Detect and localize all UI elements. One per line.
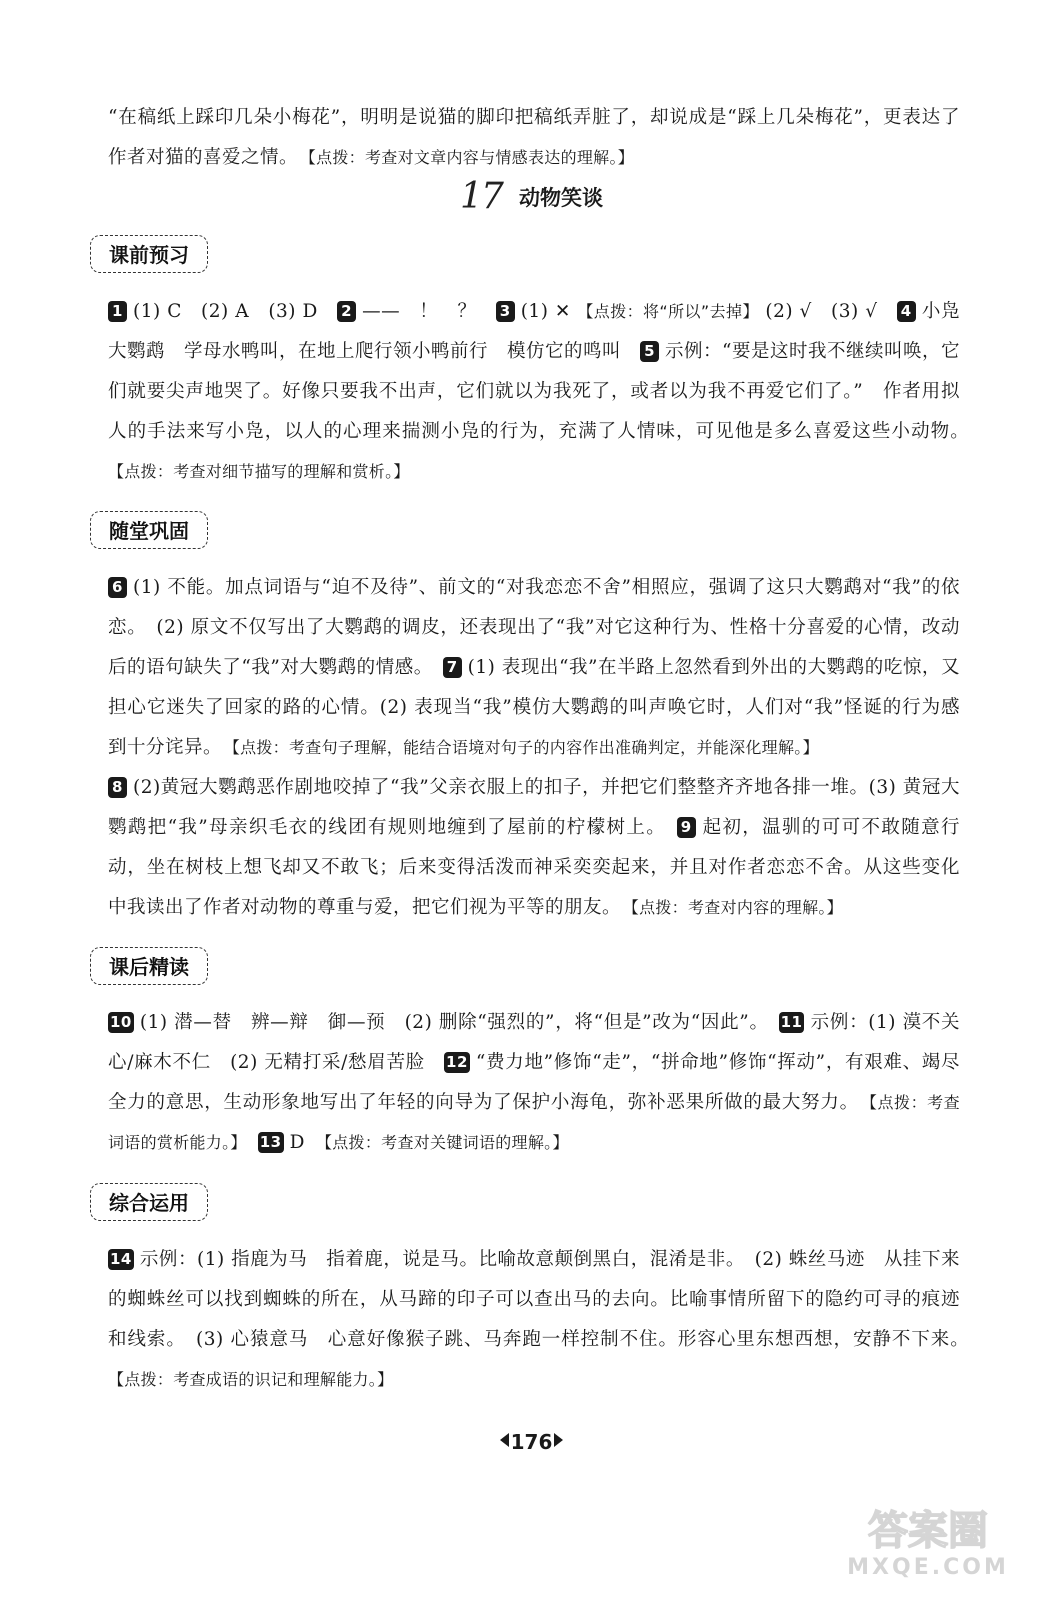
tip-note: 【点拨：考查成语的识记和理解能力。】: [108, 1370, 394, 1389]
question-number: 4: [897, 301, 916, 322]
question-number: 8: [108, 777, 127, 798]
svg-text:答案圈: 答案圈: [868, 1508, 988, 1554]
question-number: 9: [677, 817, 696, 838]
arrow-left-icon: [500, 1433, 509, 1447]
question-number: 6: [108, 577, 127, 598]
consolidate-answers-b: 8 (2)黄冠大鹦鹉恶作剧地咬掉了“我”父亲衣服上的扣子，并把它们整整齐齐地各排一堆。(3) 黄冠大鹦鹉把“我”母亲织毛衣的线团有规则地缠到了屋前的柠檬树上。 9 起初，温驯的可可不敢随意行动，坐在树枝上想飞却又不敢飞；后来变得活泼而神采奕奕起来，并且对作者恋恋不舍。从这些变化中我读出了作者对动物的尊重与爱，把它们视为平等的朋友。 【点拨：考查对内容的理解。】: [108, 777, 960, 918]
question-number: 11: [780, 1013, 803, 1031]
question-number: 5: [640, 341, 659, 362]
application-answers: 14 示例：(1) 指鹿为马 指着鹿，说是马。比喻故意颠倒黑白，混淆是非。 (2) 蛛丝马迹 从挂下来的蜘蛛丝可以找到蜘蛛的所在，从马蹄的印子可以查出马的去向。比喻事情所留下的隐约可寻的痕迹和线索。 (3) 心猿意马 心意好像猴子跳、马奔跑一样控制不住。形容心里东想西想，安静不下来。 【点拨：考查成语的识记和理解能力。】: [108, 1249, 960, 1389]
consolidate-answers-a: 6 (1) 不能。加点词语与“迫不及待”、前文的“对我恋恋不舍”相照应，强调了这只大鹦鹉对“我”的依恋。 (2) 原文不仅写出了大鹦鹉的调皮，还表现出了“我”对它这种行为、性格十分喜爱的心情，改动后的语句缺失了“我”对大鹦鹉的情感。 7 (1) 表现出“我”在半路上忽然看到外出的大鹦鹉的吃惊，又担心它迷失了回家的路的心情。(2) 表现当“我”模仿大鹦鹉的叫声唤它时，人们对“我”怪诞的行为感到十分诧异。 【点拨：考查句子理解，能结合语境对句子的内容作出准确判定，并能深化理解。】: [108, 577, 960, 758]
continued-answer: “在稿纸上踩印几朵小梅花”，明明是说猫的脚印把稿纸弄脏了，却说成是“踩上几朵梅花”，更表达了作者对猫的喜爱之情。 【点拨：考查对文章内容与情感表达的理解。】: [108, 107, 960, 168]
question-number: 10: [110, 1013, 132, 1031]
question-number: 13: [259, 1133, 282, 1151]
question-number: 12: [446, 1053, 468, 1071]
tip-note: 【点拨：考查对细节描写的理解和赏析。】: [108, 462, 410, 481]
question-number: 14: [110, 1250, 132, 1268]
question-number: 3: [496, 301, 515, 322]
tip-note: 【点拨：考查词语的赏析能力。】: [108, 1093, 960, 1152]
section-label-reading: 课后精读: [90, 947, 208, 985]
chapter-heading: [0, 176, 1063, 220]
watermark-logo: [833, 1500, 1023, 1580]
chapter-number: 17: [460, 176, 502, 217]
section-label-preview: 课前预习: [90, 235, 208, 273]
chapter-title: 动物笑谈: [518, 185, 603, 210]
tip-note: 【点拨：考查对关键词语的理解。】: [323, 1133, 569, 1152]
tip-note: 【点拨：考查对内容的理解。】: [630, 898, 843, 917]
section-label-application: 综合运用: [90, 1183, 208, 1221]
question-number: 1: [108, 301, 127, 322]
preview-answers: 1 (1) C (2) A (3) D 2 —— ！ ？ 3 (1) ✕ 【点拨：将“所以”去掉】 (2) √ (3) √ 4 小凫 大鹦鹉 学母水鸭叫，在地上爬行领小鸭前行 模仿它的鸣叫 5 示例：“要是这时我不继续叫唤，它们就要尖声地哭了。好像只要我不出声，它们就以为我死了，或者以为我不再爱它们了。” 作者用拟人的手法来写小凫，以人的心理来揣测小凫的行为，充满了人情味，可见他是多么喜爱这些小动物。 【点拨：考查对细节描写的理解和赏析。】: [108, 301, 979, 481]
tip-note: 【点拨：考查句子理解，能结合语境对句子的内容作出准确判定，并能深化理解。】: [231, 738, 819, 757]
tip-note: 【点拨：将“所以”去掉】: [577, 302, 759, 321]
svg-text:MXQE.COM: MXQE.COM: [847, 1555, 1009, 1580]
page-number: 176: [0, 1430, 1063, 1454]
tip-note: 【点拨：考查对文章内容与情感表达的理解。】: [307, 148, 635, 167]
section-label-consolidate: 随堂巩固: [90, 511, 208, 549]
arrow-right-icon: [554, 1433, 563, 1447]
question-number: 7: [443, 657, 462, 678]
question-number: 2: [337, 301, 356, 322]
reading-answers: 10 (1) 潜—替 辨—辩 御—预 (2) 删除“强烈的”，将“但是”改为“因此”。 11 示例：(1) 漠不关心/麻木不仁 (2) 无精打采/愁眉苦脸 12 “费力地”修饰“走”，“拼命地”修饰“挥动”，有艰难、竭尽全力的意思，生动形象地写出了年轻的向导为了保护小海龟，弥补恶果所做的最大努力。 【点拨：考查词语的赏析能力。】 13 D 【点拨：考查对关键词语的理解。】: [108, 1012, 960, 1153]
